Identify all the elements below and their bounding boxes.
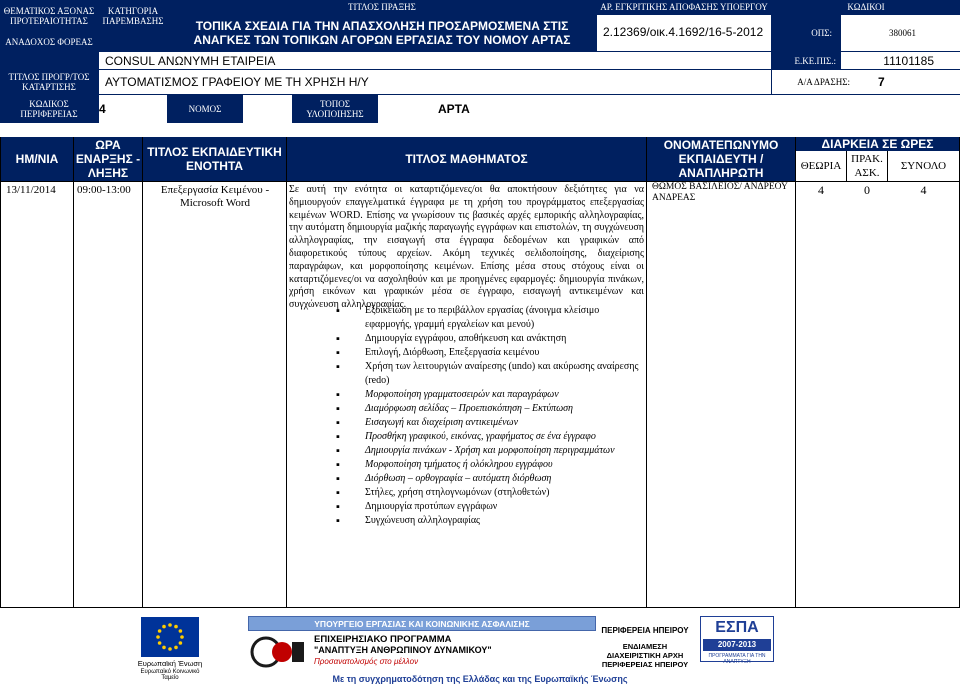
topic-item: ▪ Δημιουργία πινάκων - Χρήση και μορφοποίηση περιγραμμάτων	[336, 444, 640, 458]
topic-item: ▪ Εισαγωγή και διαχείριση αντικειμένων	[336, 416, 640, 430]
divider	[286, 137, 287, 608]
prefecture-value	[243, 95, 292, 123]
col-duration: ΔΙΑΡΚΕΙΑ ΣΕ ΩΡΕΣ	[796, 137, 959, 151]
action-title: ΤΟΠΙΚΑ ΣΧΕΔΙΑ ΓΙΑ ΤΗΝ ΑΠΑΣΧΟΛΗΣΗ ΠΡΟΣΑΡΜΟΣΜΕΝΑ ΣΤΙΣ ΑΝΑΓΚΕΣ ΤΩΝ ΤΟΠΙΚΩΝ ΑΓΟΡΩΝ ΕΡΓΑΣΙΑΣ ΤΟΥ ΝΟΜΟΥ ΑΡΤΑΣ	[193, 19, 571, 47]
op-line1: ΕΠΙΧΕΙΡΗΣΙΑΚΟ ΠΡΟΓΡΑΜΜΑ	[314, 634, 452, 645]
espa-years: 2007-2013	[703, 639, 771, 651]
region-code-label: ΚΩΔΙΚΟΣ ΠΕΡΙΦΕΡΕΙΑΣ	[20, 99, 78, 119]
topic-item: ▪ Στήλες, χρήση στηλογνωμόνων (στηλοθετών)	[336, 486, 640, 500]
divider	[73, 137, 74, 608]
codes-label: ΚΩΔΙΚΟΙ	[847, 2, 885, 12]
col-date: ΗΜ/ΝΙΑ	[1, 137, 73, 181]
agency-row-label	[0, 52, 98, 69]
espa-sub: ΠΡΟΓΡΑΜΜΑΤΑ ΓΙΑ ΤΗΝ ΑΝΑΠΤΥΞΗ	[708, 653, 766, 665]
ekepis-label: Ε.ΚΕ.ΠΙΣ.:	[794, 55, 836, 66]
op-line2: "ΑΝΑΠΤΥΞΗ ΑΝΘΡΩΠΙΝΟΥ ΔΥΝΑΜΙΚΟΥ"	[314, 645, 492, 655]
ekepis-value: 11101185	[841, 52, 960, 69]
topic-item: ▪ Χρήση των λειτουργιών αναίρεσης (undo) και ακύρωσης αναίρεσης (redo)	[336, 360, 640, 388]
program-title-label: ΤΙΤΛΟΣ ΠΡΟΓΡ/ΤΟΣ ΚΑΤΑΡΤΙΣΗΣ	[8, 72, 90, 92]
topic-item: ▪ Μορφοποίηση τμήματος ή ολόκληρου εγγράφου	[336, 458, 640, 472]
ops-value: 380061	[841, 15, 960, 51]
cofinance-text: Με τη συγχρηματοδότηση της Ελλάδας και της Ευρωπαϊκής Ένωσης	[332, 674, 628, 684]
ministry-bar: ΥΠΟΥΡΓΕΙΟ ΕΡΓΑΣΙΑΣ ΚΑΙ ΚΟΙΝΩΝΙΚΗΣ ΑΣΦΑΛΙΣΗΣ	[248, 616, 596, 631]
row-unit: Επεξεργασία Κειμένου - Microsoft Word	[160, 184, 270, 209]
location-label: ΤΟΠΟΣ ΥΛΟΠΟΙΗΣΗΣ	[306, 99, 364, 119]
topic-list	[336, 304, 640, 528]
eu-fund-label: Ευρωπαϊκό Κοινωνικό Ταμείο	[140, 669, 200, 681]
divider	[646, 137, 647, 608]
location: ΑΡΤΑ	[378, 95, 960, 123]
op-line3: Προσανατολισμός στο μέλλον	[314, 657, 419, 666]
divider	[846, 151, 847, 181]
topic-item: ▪ Δημιουργία εγγράφου, αποθήκευση και ανάκτηση	[336, 332, 640, 346]
row-total: 4	[920, 183, 927, 197]
header-divider	[0, 181, 960, 182]
col-theory: ΘΕΩΡΙΑ	[796, 151, 846, 181]
row-time: 09:00-13:00	[77, 184, 131, 196]
divider	[795, 137, 796, 608]
thematic-axis-label: ΘΕΜΑΤΙΚΟΣ ΑΞΟΝΑΣ ΠΡΟΤΕΡΑΙΟΤΗΤΑΣ	[3, 6, 95, 26]
col-unit: ΤΙΤΛΟΣ ΕΚΠΑΙΔΕΥΤΙΚΗ ΕΝΟΤΗΤΑ	[143, 137, 286, 181]
row-description: Σε αυτή την ενότητα οι καταρτιζόμενες/οι θα αποκτήσουν δεξιότητες για να δημιουργούν επαγγελματικά έγγραφα με τη χρήση του προγράμματος επεξεργασίας κειμένων WORD. Επίσης να γνωρίσουν τις βασικές αρχές εμπορικής αλληλογραφίας, την αυτόματη δημιουργία μαζικής παραγωγής εγγράφων και επιστολών, τη συγχώνευση αλληλογραφίας, την εισαγωγή στα έγγραφα δεδομένων και γραφικών από διαφορετικούς τύπους αρχείων. Ακόμη τεχνικές σελιδοποίησης, διαχείρισης παραγράφων, και μορφοποίησης κειμένων. Επίσης μέσα στους στόχους είναι οι καταρτιζόμενες/οι να ασχοληθούν και με προηγμένες εφαρμογές: δημιουργία πινάκων, χρήση εικόνων και γραφικών μέσα σε έγγραφο, εισαγωγή αντικειμένων και συγχώνευση αλληλογραφίας.	[289, 184, 644, 311]
ops-label: ΟΠΣ:	[811, 28, 832, 38]
topic-item: ▪ Προσθήκη γραφικού, εικόνας, γραφήματος σε ένα έγγραφο	[336, 430, 640, 444]
row-theory: 4	[818, 183, 824, 197]
espa-logo	[700, 616, 774, 665]
topic-item: ▪ Δημιουργία προτύπων εγγράφων	[336, 500, 640, 514]
action-no: 7	[860, 70, 960, 94]
eu-label: Ευρωπαϊκή Ένωση	[137, 659, 203, 668]
col-course: ΤΙΤΛΟΣ ΜΑΘΗΜΑΤΟΣ	[287, 137, 646, 181]
row-date: 13/11/2014	[6, 184, 56, 196]
approval-number: 2.12369/οικ.4.1692/16-5-2012	[597, 15, 771, 51]
footer	[0, 612, 960, 688]
divider	[142, 137, 143, 608]
divider	[887, 151, 888, 181]
col-total: ΣΥΝΟΛΟ	[888, 151, 959, 181]
col-practice: ΠΡΑΚ. ΑΣΚ.	[847, 151, 887, 181]
region-line3: ΔΙΑΧΕΙΡΙΣΤΙΚΗ ΑΡΧΗ	[606, 651, 684, 660]
region-code: 4	[99, 95, 167, 123]
region-line2: ΕΝΔΙΑΜΕΣΗ	[622, 642, 668, 651]
program-title: ΑΥΤΟΜΑΤΙΣΜΟΣ ΓΡΑΦΕΙΟΥ ΜΕ ΤΗ ΧΡΗΣΗ Η/Υ	[99, 70, 771, 94]
op-logo-icon	[248, 634, 308, 670]
topic-item: ▪ Συγχώνευση αλληλογραφίας	[336, 514, 640, 528]
approval-label: ΑΡ. ΕΓΚΡΙΤΙΚΗΣ ΑΠΟΦΑΣΗΣ ΥΠΟΕΡΓΟΥ	[600, 2, 768, 12]
col-time: ΩΡΑ ΕΝΑΡΞΗΣ - ΛΗΞΗΣ	[75, 138, 141, 180]
topic-item: ▪ Μορφοποίηση γραμματοσειρών και παραγράφων	[336, 388, 640, 402]
col-trainer: ΟΝΟΜΑΤΕΠΩΝΥΜΟ ΕΚΠΑΙΔΕΥΤΗ / ΑΝΑΠΛΗΡΩΤΗ	[647, 137, 795, 181]
region-line1: ΠΕΡΙΦΕΡΕΙΑ ΗΠΕΙΡΟΥ	[601, 626, 689, 635]
agency-value: CONSUL ΑΝΩΝΥΜΗ ΕΤΑΙΡΕΙΑ	[99, 52, 771, 69]
topic-item: ▪ Διαμόρφωση σελίδας – Προεπισκόπηση – Εκτύπωση	[336, 402, 640, 416]
region-line4: ΠΕΡΙΦΕΡΕΙΑΣ ΗΠΕΙΡΟΥ	[601, 660, 689, 669]
row-trainer: ΘΩΜΟΣ ΒΑΣΙΛΕΙΟΣ/ ΑΝΔΡΕΟΥ ΑΝΔΡΕΑΣ	[652, 182, 788, 203]
eu-flag-icon	[141, 617, 199, 657]
header-table	[0, 0, 960, 123]
topic-item: ▪ Διόρθωση – ορθογραφία – αυτόματη διόρθωση	[336, 472, 640, 486]
agency-label: ΑΝΑΔΟΧΟΣ ΦΟΡΕΑΣ	[5, 37, 93, 47]
espa-brand: ΕΣΠΑ	[715, 619, 759, 636]
topic-item: ▪ Επιλογή, Διόρθωση, Επεξεργασία κειμένου	[336, 346, 640, 360]
category-label: ΚΑΤΗΓΟΡΙΑ ΠΑΡΕΜΒΑΣΗΣ	[102, 6, 164, 26]
topic-item: ▪ Εξοικείωση με το περιβάλλον εργασίας (άνοιγμα κλείσιμο εφαρμογής, γραμμή εργαλείων και μενού)	[336, 304, 640, 332]
action-title-label: ΤΙΤΛΟΣ ΠΡΑΞΗΣ	[348, 2, 416, 12]
row-practice: 0	[864, 183, 870, 197]
prefecture-label: ΝΟΜΟΣ	[188, 104, 222, 114]
action-no-label: Α/Α ΔΡΑΣΗΣ:	[772, 70, 860, 94]
